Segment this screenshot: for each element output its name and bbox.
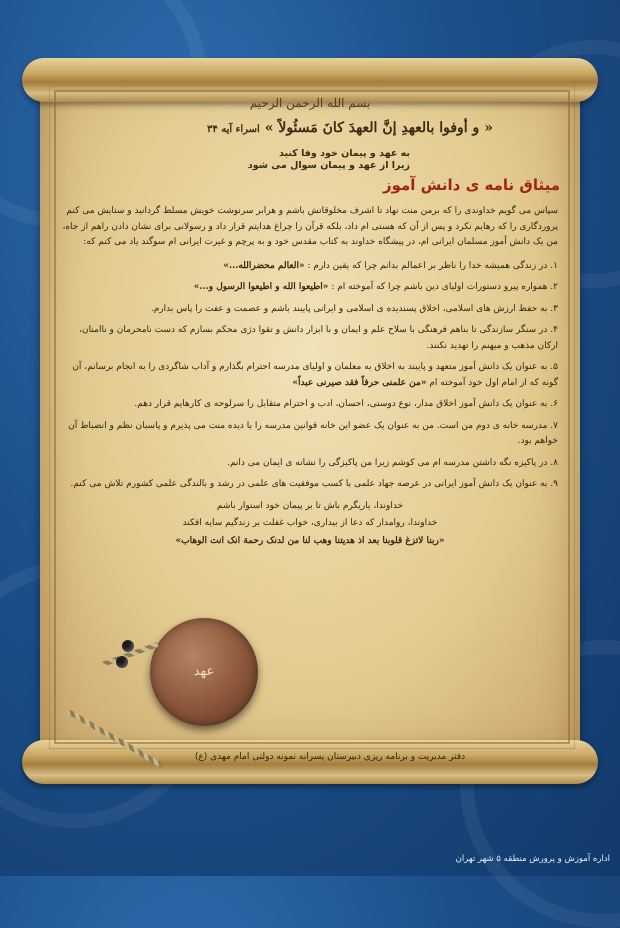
list-item <box>62 397 558 413</box>
charter-body <box>62 204 558 551</box>
translation-line-1: به عهد و پیمان خود وفا کنید <box>279 148 410 159</box>
item-text: مدرسه خانه ی دوم من است. من به عنوان یک عضو این خانه قوانین مدرسه را با دیده منت می پذیرم و پاسبان نظم و انضباط آن خواهم بود. <box>68 420 558 446</box>
list-item <box>62 280 558 296</box>
item-number: ۶. <box>550 399 558 409</box>
item-text: همواره پیرو دستورات اولیای دین باشم چرا که آموخته ام : <box>331 282 548 292</box>
seal-bead <box>122 640 134 652</box>
list-item <box>62 360 558 391</box>
list-item <box>62 477 558 493</box>
bismillah: بسم الله الرحمن الرحیم <box>249 96 371 110</box>
footer-signature: دفتر مدیریت و برنامه ریزی دبیرستان پسرانه نمونه دولتی امام مهدی (ع) <box>194 752 466 762</box>
list-item <box>62 323 558 354</box>
wax-seal-medallion <box>150 618 258 726</box>
list-item <box>62 302 558 318</box>
item-quote: «اطیعوا الله و اطیعوا الرسول و...» <box>193 282 329 292</box>
item-number: ۹. <box>550 479 558 489</box>
item-number: ۷. <box>550 420 558 431</box>
bottom-credit: اداره آموزش و پرورش منطقه ۵ شهر تهران <box>455 854 610 864</box>
list-item <box>62 259 558 275</box>
verse-translation <box>150 148 410 172</box>
prayer-line: خداوندا، یاریگرم باش تا بر پیمان خود استوار باشم <box>216 500 404 511</box>
item-quote: «العالم محضرالله...» <box>223 260 305 271</box>
verse-reference: اسراء آیه ۳۴ <box>207 124 260 135</box>
item-text: به عنوان یک دانش آموز متعهد و پایبند به اخلاق به معلمان و اولیای مدرسه احترام بگذارم و آداب شاگردی را به انجام برسانم، آن گونه که از امام اول خود آموخته ام <box>72 362 558 388</box>
item-text: در زندگی همیشه خدا را ناظر بر اعمالم بدانم چرا که یقین دارم : <box>307 260 548 271</box>
quran-verse <box>150 120 550 136</box>
scroll-bottom-roll <box>22 740 598 784</box>
item-number: ۲. <box>550 282 558 292</box>
verse-text: « و أوفوا بالعهدِ إنَّ العهدَ کانَ مَسئُولاً » <box>264 120 493 136</box>
item-text: به عنوان یک دانش آموز اخلاق مدار، نوع دوستی، احسان، ادب و احترام متقابل را سرلوحه ی کارهایم قرار دهم. <box>134 399 548 409</box>
item-number: ۳. <box>550 303 558 314</box>
page-title: میثاق نامه ی دانش آموز <box>382 176 560 194</box>
item-text: در پاکیزه نگه داشتن مدرسه ام می کوشم زیرا من پاکیزگی را نشانه ی ایمان می دانم. <box>227 457 548 468</box>
item-text: در سنگر سازندگی تا بناهم فرهنگی با سلاح علم و ایمان و با ابزار دانش و تقوا دژی محکم بسازم که دست نامحرمان و ناامنان، ارکان مذهب و میهنم را تهدید نکنند. <box>79 325 558 351</box>
seal-bead <box>116 656 128 668</box>
item-number: ۴. <box>550 325 558 335</box>
item-quote: «من علمنی حرفاً فقد صیرنی عبداً» <box>292 377 427 388</box>
item-text: به عنوان یک دانش آموز ایرانی در عرصه جهاد علمی با کسب موفقیت های علمی در رشد و بالندگی علمی کشورم تلاش می کنم. <box>70 479 548 489</box>
list-item <box>62 419 558 450</box>
list-item <box>62 456 558 472</box>
item-number: ۱. <box>550 260 558 271</box>
translation-line-2: زیرا از عهد و پیمان سوال می شود <box>247 160 410 171</box>
prayer-line: خداوندا، روامدار که دعا از بیداری، خواب غفلت بر زندگیم سایه افکند <box>182 518 438 528</box>
item-number: ۸. <box>550 457 558 468</box>
item-number: ۵. <box>550 362 558 372</box>
prayer-verse: «ربنا لاتزغ قلوبنا بعد اذ هدیتنا وهب لنا من لدنک رحمة انک انت الوهاب» <box>175 535 445 546</box>
item-text: به حفظ ارزش های اسلامی، اخلاق پسندیده ی اسلامی و ایرانی پایبند باشم و عصمت و عفت را پاس بدارم. <box>150 303 548 314</box>
seal-calligraphy: عهد <box>193 664 215 679</box>
intro-paragraph: سپاس می گویم خداوندی را که برمن منت نهاد تا اشرف مخلوقاتش باشم و هرابر سرنوشت خویش مسلط گردانید و ستایش می کنم پروردگاری را که رهایم نکرد و پس از آن که هستی ام داد، بلکه قرآن را چراغ هدایتم قرار داد و رسولانی برای نشان دادن راهم از جاه، من یک دانش آموز مسلمان ایرانی ام، در پیشگاه خداوند به کتاب مقدس خود و به پرچم و غیرت ایرانی ام سوگند یاد می کنم که: <box>62 206 558 247</box>
